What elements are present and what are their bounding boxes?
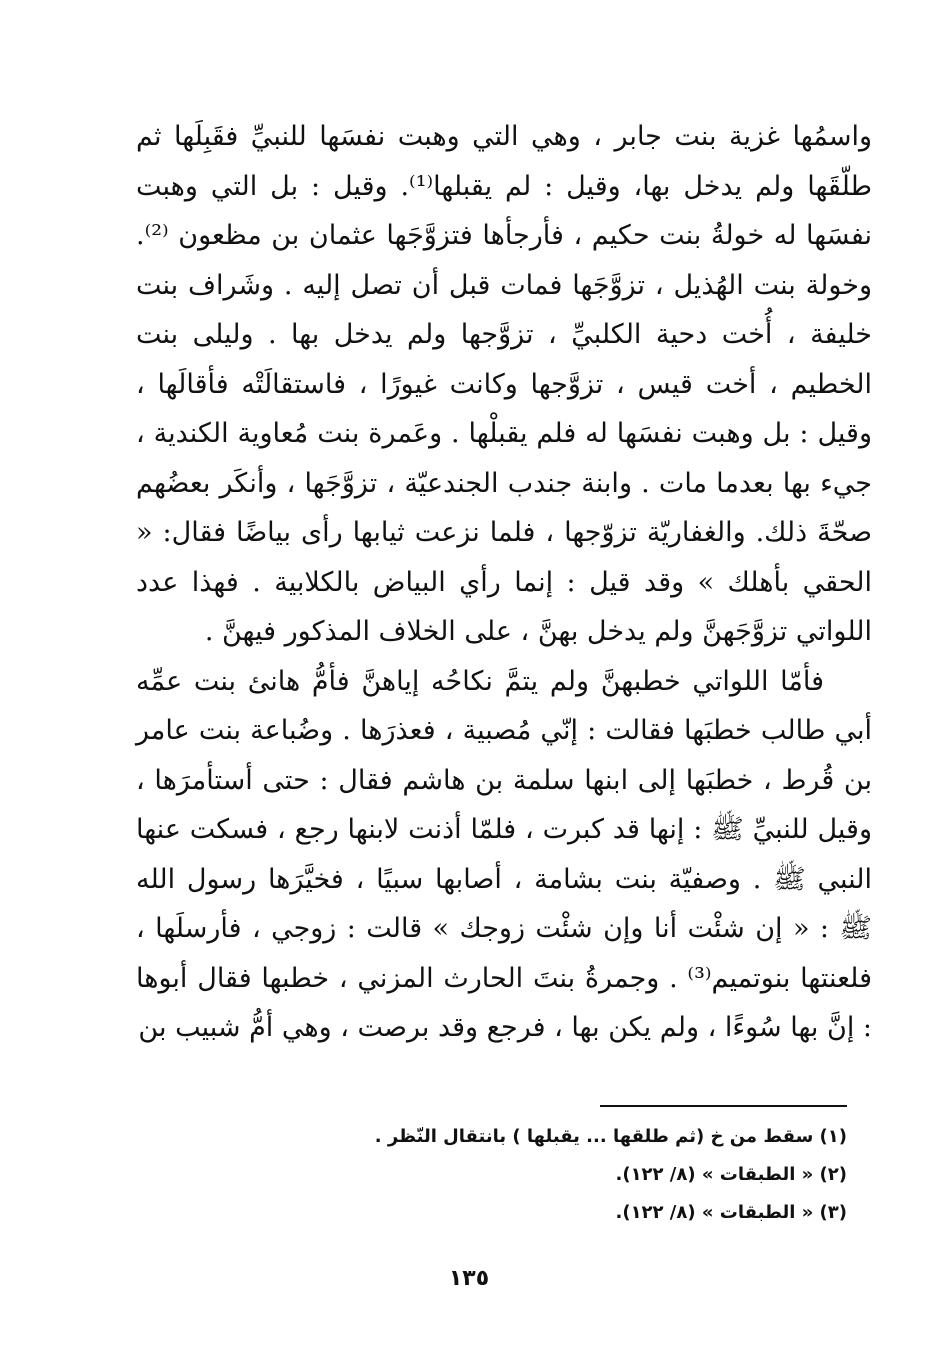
footnote-2: (٢) « الطبقات » (٨/ ١٢٢). [615,1164,847,1185]
page-number: ١٣٥ [448,1266,490,1291]
paragraph-1: واسمُها غزية بنت جابر ، وهي التي وهبت نفسَها للنبيِّ فقَبِلَها ثم طلّقَها ولم يدخل بها، وقيل : لم يقبلها⁽¹⁾. وقيل : بل التي وهبت نفسَها له خولةُ بنت حكيم ، فأرجأها فتزوَّجَها عثمان بن مظعون ⁽²⁾. وخولة بنت الهُذيل ، تزوَّجَها فمات قبل أن تصل إليه . وشَراف بنت خليفة ، أُخت دحية الكلبيِّ ، تزوَّجها ولم يدخل بها . وليلى بنت الخطيم ، أخت قيس ، تزوَّجها وكانت غيورًا ، فاستقالَتْه فأقالَها ، وقيل : بل وهبت نفسَها له فلم يقبلْها . وعَمرة بنت مُعاوية الكندية ، جيء بها بعدما مات . وابنة جندب الجندعيّة ، تزوَّجَها ، وأنكَر بعضُهم صحّةَ ذلك. والغفاريّة تزوّجها ، فلما نزعت ثيابها رأى بياضًا فقال: « الحقي بأهلك » وقد قيل : إنما رأي البياض بالكلابية . فهذا عدد اللواتي تزوَّجَهنَّ ولم يدخل بهنَّ ، على الخلاف المذكور فيهنَّ . [136,121,872,647]
footnotes-block [300,1118,847,1232]
main-text-block [136,112,872,1053]
footnote-1: (١) سقط من خ (ثم طلقها ... يقبلها ) بانتقال النّظر . [374,1126,847,1147]
footnote-3: (٣) « الطبقات » (٨/ ١٢٢). [615,1202,847,1223]
paragraph-2: فأمّا اللواتي خطبهنَّ ولم يتمَّ نكاحُه إياهنَّ فأمُّ هانئ بنت عمِّه أبي طالب خطبَها فقالت : إنّي مُصبية ، فعذرَها . وضُباعة بنت عامر بن قُرط ، خطبَها إلى ابنها سلمة بن هاشم فقال : حتى أستأمرَها ، وقيل للنبيِّ ﷺ : إنها قد كبرت ، فلمّا أذنت لابنها رجع ، فسكت عنها النبي ﷺ . وصفيّة بنت بشامة ، أصابها سبيًا ، فخيَّرَها رسول الله ﷺ : « إن شئْت أنا وإن شئْت زوجك » قالت : زوجي ، فأرسلَها ، فلعنتها بنوتميم⁽³⁾ . وجمرةُ بنتَ الحارث المزني ، خطبها فقال أبوها : إنَّ بها سُوءًا ، ولم يكن بها ، فرجع وقد برصت ، وهي أمُّ شبيب بن [136,665,872,1043]
footnote-separator [600,1105,847,1107]
